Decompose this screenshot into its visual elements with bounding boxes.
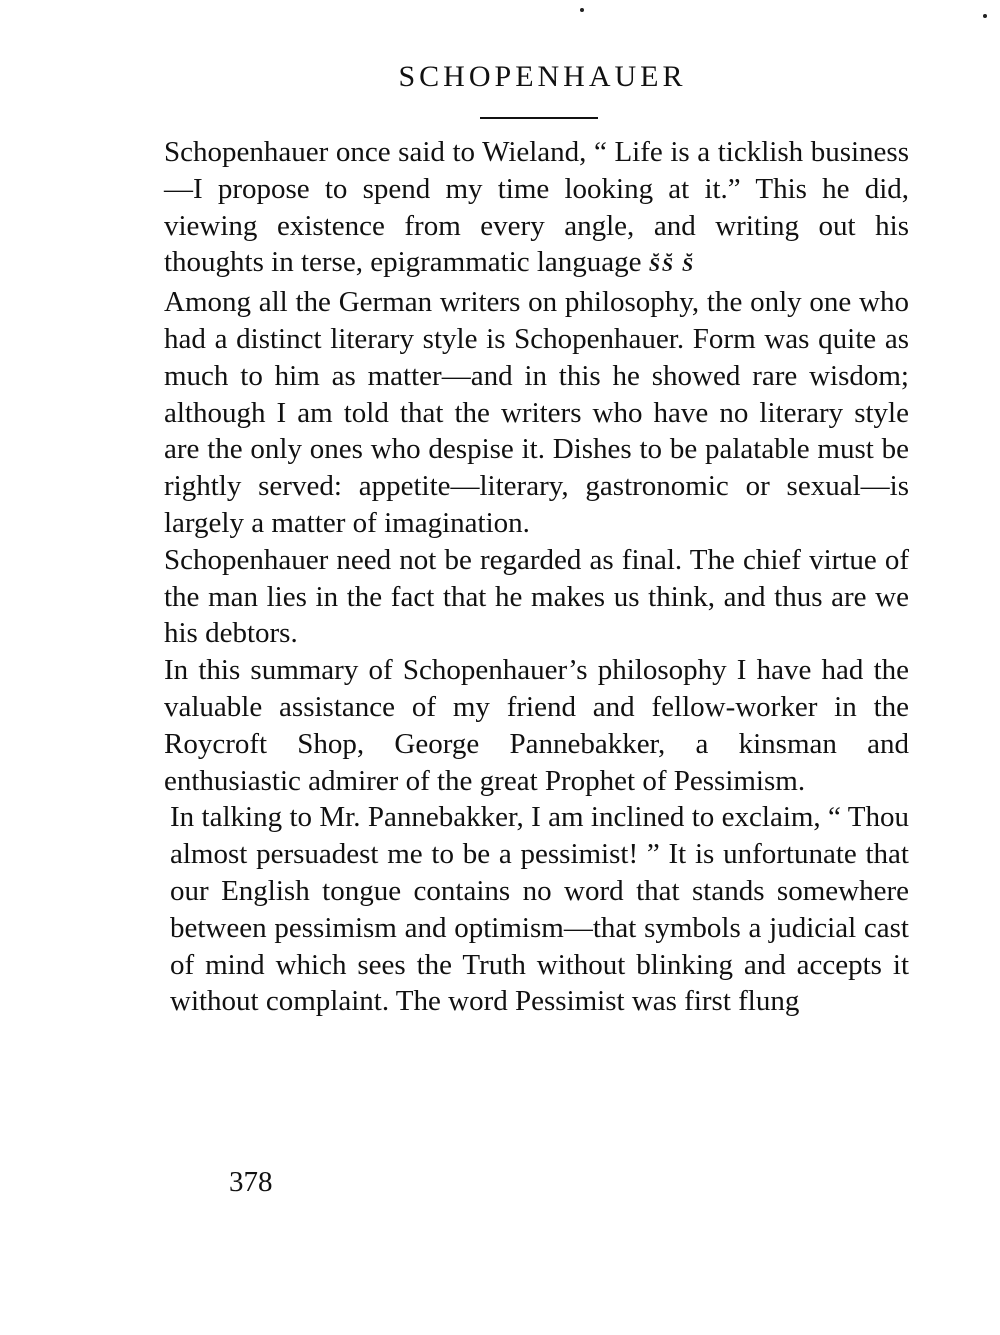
paragraph: In talking to Mr. Pannebakker, I am inclined to exclaim, “ Thou almost persuadest me to be a pessimist! ” It is unfortunate that our English tongue contains no word that stands somewhere between pessimism and optimism—that symbols a judicial cast of mind which sees the Truth without blinking and accepts it without complaint. The word Pessimist was first flung	[170, 801, 909, 1018]
paragraph: Among all the German writers on philosophy, the only one who had a distinct literary style is Schopenhauer. Form was quite as much to him as matter—and in this he showed rare wisdom; although I am told that the writers who have no literary style are the only ones who despise it. Dishes to be palatable must be rightly served: appetite—literary, gastronomic or sexual—is largely a matter of imagination.	[164, 286, 909, 539]
paragraph: Schopenhauer need not be regarded as final. The chief virtue of the man lies in the fact that he makes us think, and thus are we his debtors.	[164, 543, 909, 650]
title-rule	[480, 117, 598, 119]
paragraph	[164, 134, 909, 284]
ornament-mark: S̆S̆ S̆	[648, 254, 696, 277]
running-head: SCHOPENHAUER	[398, 60, 687, 93]
paragraph: In this summary of Schopenhauer’s philosophy I have had the valuable assistance of my friend and fellow-worker in the Roycroft Shop, George Pannebakker, a kinsman and enthusiastic admirer of the great Prophet of Pessimism.	[164, 654, 909, 797]
ink-speck	[580, 8, 584, 12]
body-text	[164, 134, 909, 1020]
page-number: 378	[229, 1166, 273, 1198]
paragraph-text: Schopenhauer once said to Wieland, “ Life is a ticklish business—I propose to spend my time looking at it.” This he did, viewing existence from every angle, and writing out his thoughts in terse, epigrammatic language	[164, 136, 909, 279]
ink-speck	[983, 14, 987, 18]
